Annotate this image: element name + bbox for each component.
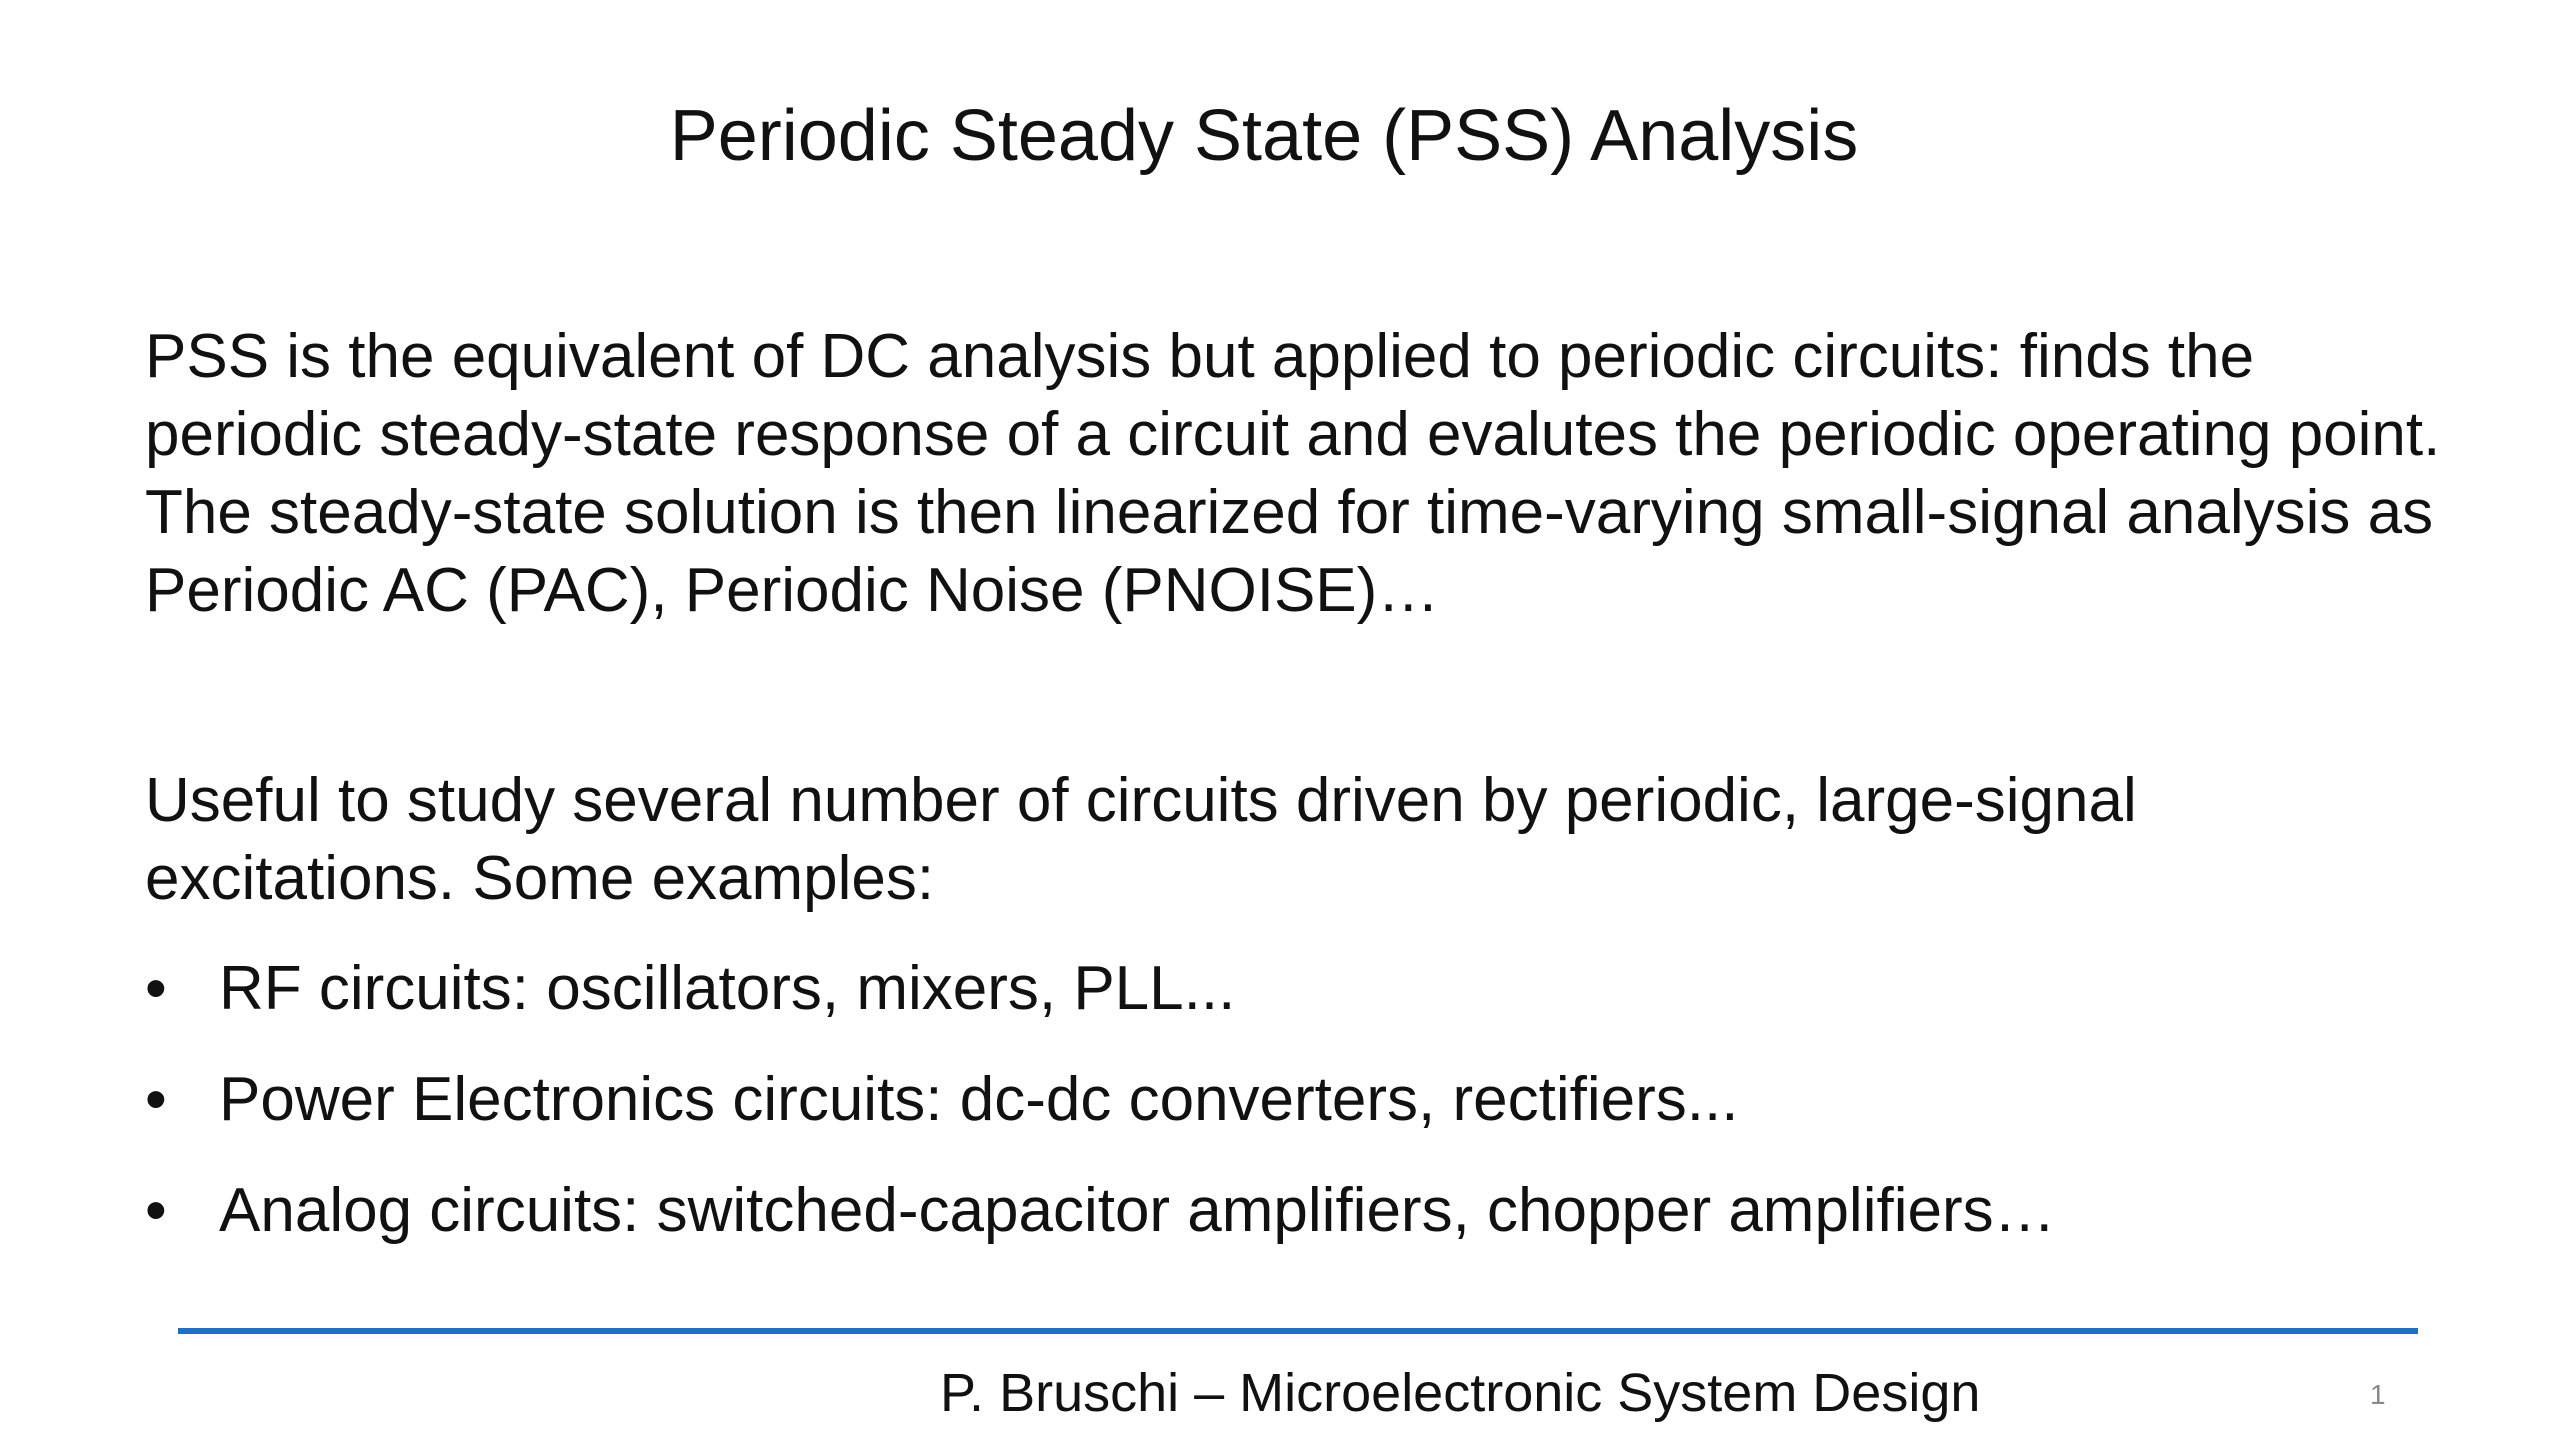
list-item-text: Analog circuits: switched-capacitor amplifiers, chopper amplifiers… [219, 1176, 2056, 1245]
list-item [145, 950, 2445, 1028]
bullet-icon: • [145, 954, 167, 1023]
list-item-text: Power Electronics circuits: dc-dc converters, rectifiers... [219, 1065, 1739, 1134]
footer-divider [178, 1328, 2418, 1334]
slide-title: Periodic Steady State (PSS) Analysis [669, 96, 1859, 176]
footer-text: P. Bruschi – Microelectronic System Design [940, 1363, 1981, 1423]
paragraph-pss-definition: PSS is the equivalent of DC analysis but applied to periodic circuits: finds the periodic steady-state response of a circuit and evalutes the periodic operating point. The steady-state solution is then linearized for time-varying small-signal analysis as Periodic AC (PAC), Periodic Noise (PNOISE)… [145, 322, 2441, 625]
slide-body [145, 318, 2445, 1283]
list-item [145, 1061, 2445, 1139]
list-item [145, 1172, 2445, 1250]
list-item-text: RF circuits: oscillators, mixers, PLL... [219, 954, 1236, 1023]
paragraph-usefulness: Useful to study several number of circuits driven by periodic, large-signal excitations. Some examples: [145, 766, 2137, 913]
bullet-icon: • [145, 1176, 167, 1245]
example-list [145, 950, 2445, 1250]
bullet-icon: • [145, 1065, 167, 1134]
page-number: 1 [2370, 1379, 2386, 1410]
